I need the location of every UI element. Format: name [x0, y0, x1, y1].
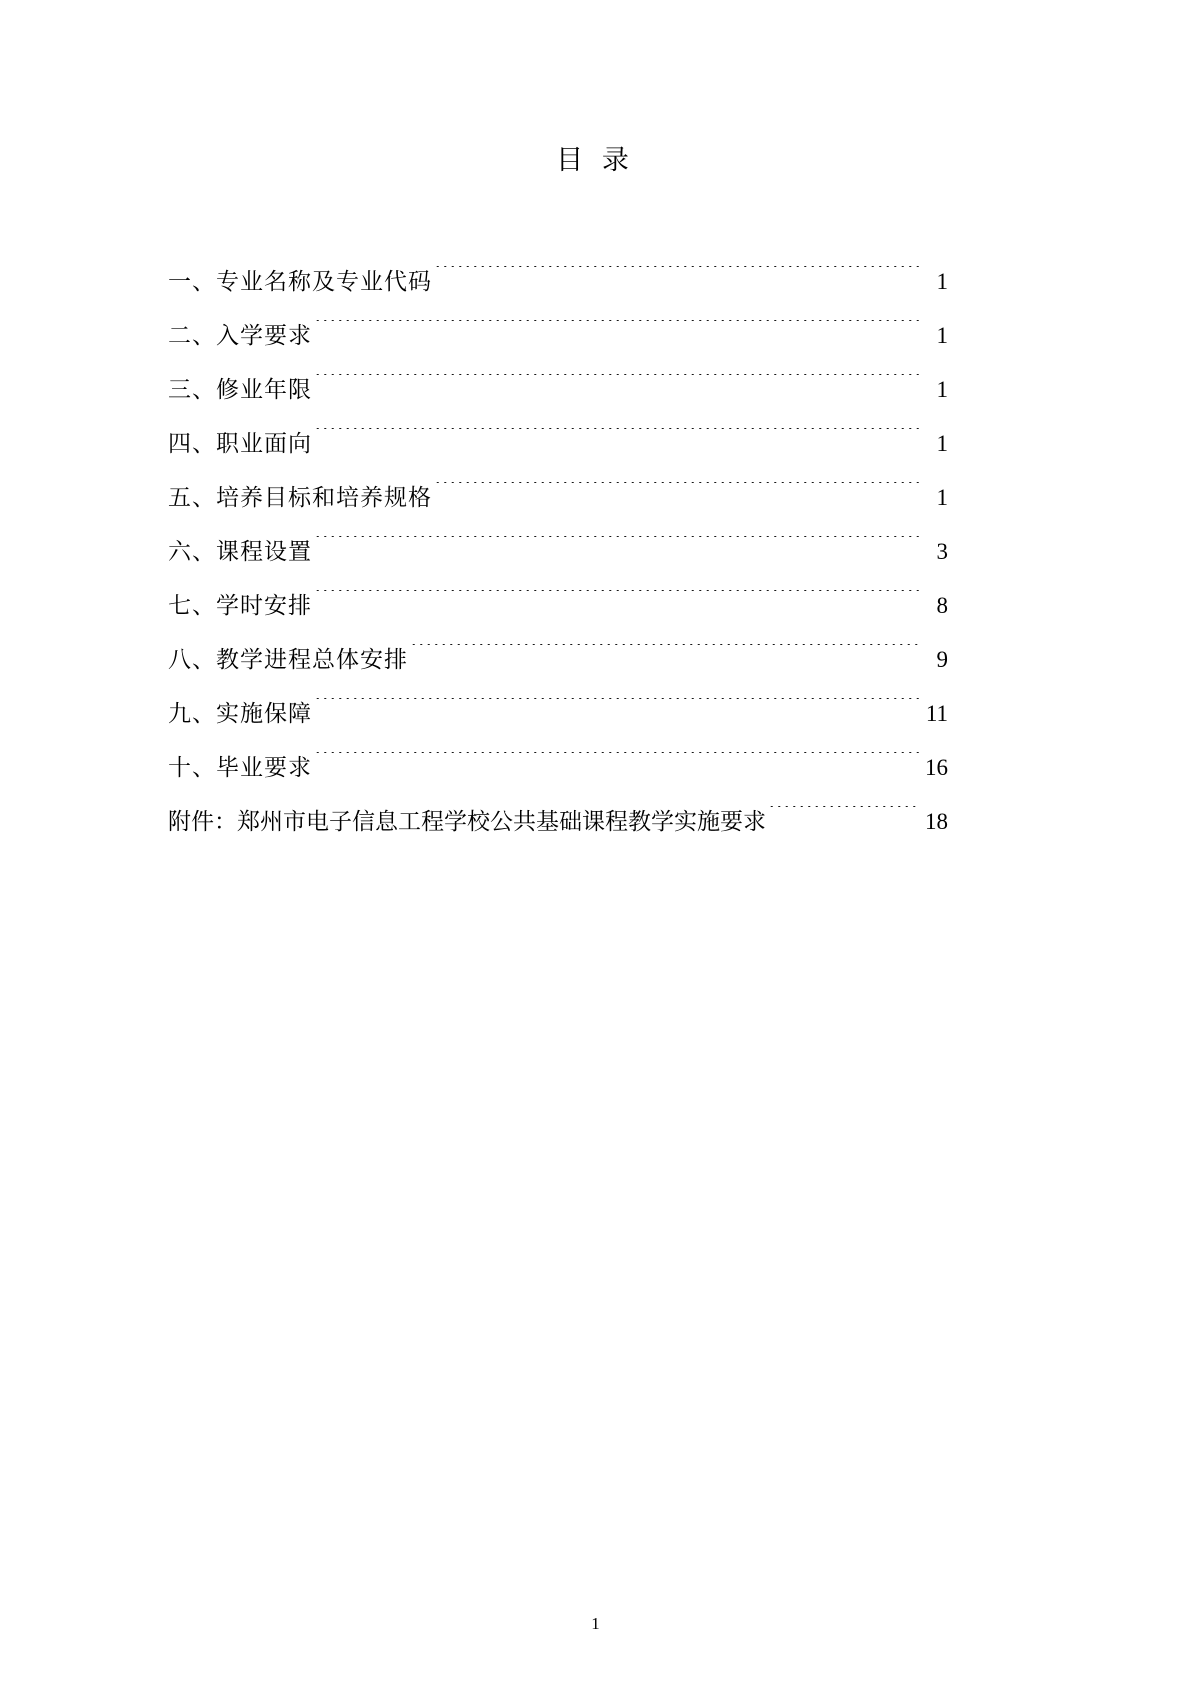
- toc-leader: [315, 698, 919, 721]
- toc-entry-label: 八、教学进程总体安排: [168, 647, 408, 672]
- toc-leader: [315, 752, 919, 775]
- toc-entry-attachment[interactable]: [168, 795, 948, 849]
- toc-entry-page: 18: [925, 809, 948, 834]
- page-title: 目 录: [556, 145, 635, 175]
- toc-entry-label: 三、修业年限: [168, 377, 312, 402]
- toc-leader: [315, 374, 919, 397]
- toc-entry[interactable]: [168, 741, 948, 795]
- toc-entry-label: 二、入学要求: [168, 323, 312, 348]
- toc-entry[interactable]: [168, 363, 948, 417]
- toc-leader: [315, 536, 919, 559]
- toc-leader: [435, 266, 919, 289]
- toc-entry[interactable]: [168, 579, 948, 633]
- toc-leader: [315, 590, 919, 613]
- toc-entry-page: 1: [936, 377, 948, 402]
- toc-entry[interactable]: [168, 687, 948, 741]
- toc-entry-page: 1: [936, 431, 948, 456]
- toc-leader: [769, 806, 919, 829]
- toc-entry-page: 1: [936, 485, 948, 510]
- toc-entry-page: 1: [936, 269, 948, 294]
- toc-entry-page: 16: [925, 755, 948, 780]
- toc-entry-page: 3: [936, 539, 948, 564]
- toc-entry-page: 8: [936, 593, 948, 618]
- table-of-contents: [168, 255, 948, 849]
- toc-leader: [315, 320, 919, 343]
- toc-entry-label: 六、课程设置: [168, 539, 312, 564]
- toc-entry-label: 五、培养目标和培养规格: [168, 485, 432, 510]
- toc-entry[interactable]: [168, 471, 948, 525]
- toc-entry-label: 七、学时安排: [168, 593, 312, 618]
- toc-entry-label: 十、毕业要求: [168, 755, 312, 780]
- toc-entry-label: 九、实施保障: [168, 701, 312, 726]
- toc-entry-page: 1: [936, 323, 948, 348]
- toc-entry[interactable]: [168, 633, 948, 687]
- toc-entry[interactable]: [168, 417, 948, 471]
- toc-entry-page: 11: [925, 701, 948, 726]
- toc-entry[interactable]: [168, 255, 948, 309]
- toc-entry-page: 9: [936, 647, 948, 672]
- toc-entry[interactable]: [168, 309, 948, 363]
- toc-leader: [435, 482, 919, 505]
- toc-entry-label: 附件：郑州市电子信息工程学校公共基础课程教学实施要求: [168, 809, 766, 834]
- toc-entry-label: 四、职业面向: [168, 431, 312, 456]
- toc-leader: [315, 428, 919, 451]
- toc-leader: [411, 644, 919, 667]
- toc-entry[interactable]: [168, 525, 948, 579]
- footer-page-number: 1: [591, 1614, 600, 1633]
- toc-entry-label: 一、专业名称及专业代码: [168, 269, 432, 294]
